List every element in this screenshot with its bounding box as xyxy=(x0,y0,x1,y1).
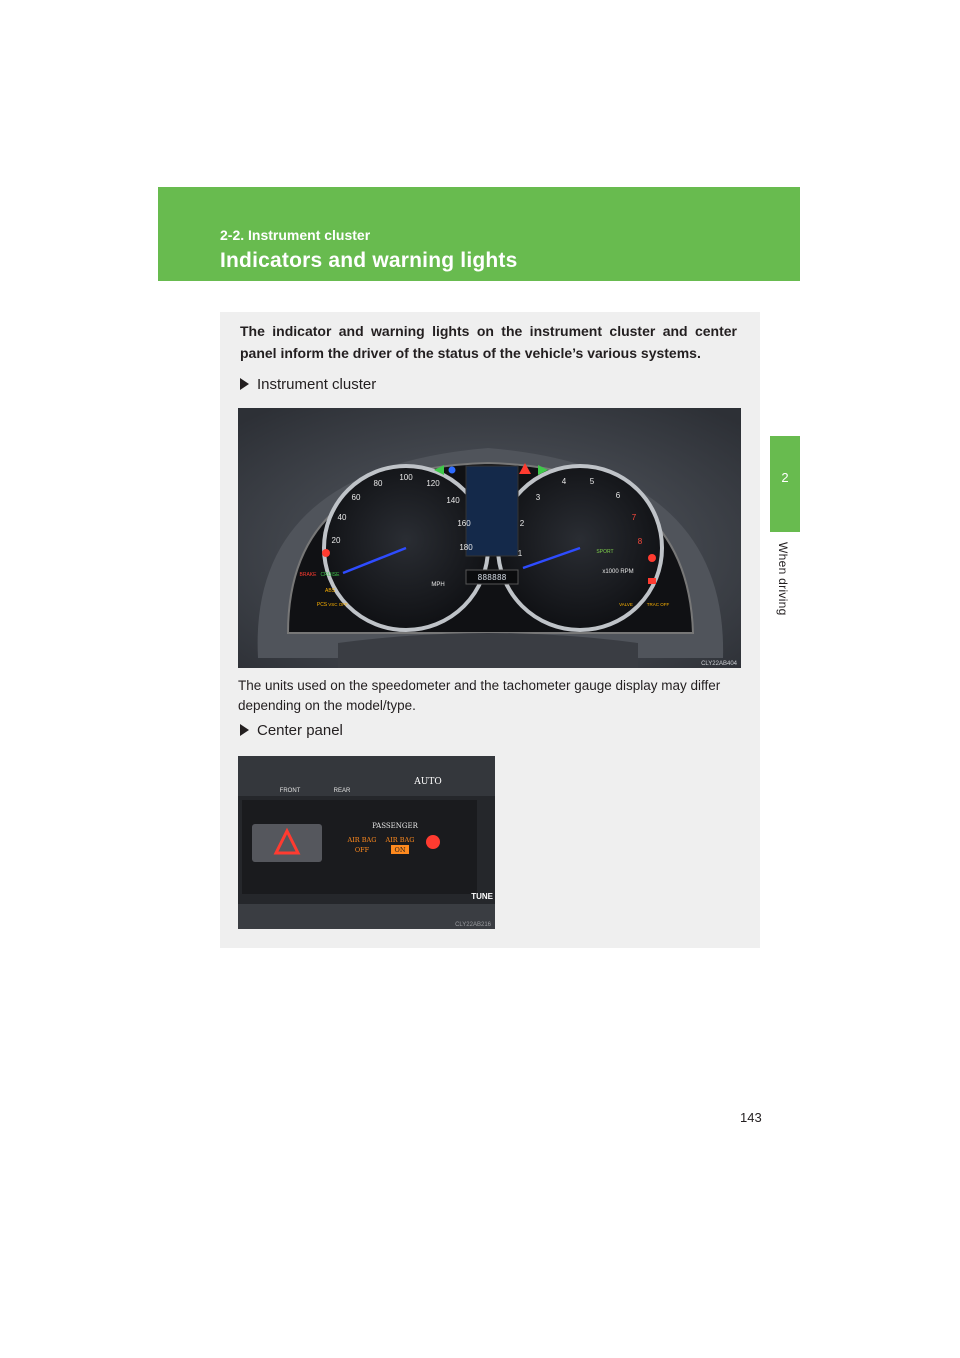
page-title: Indicators and warning lights xyxy=(220,249,518,272)
chapter-label: When driving xyxy=(776,542,790,616)
front-defrost-label: FRONT xyxy=(279,788,301,794)
tacho-tick: 8 xyxy=(637,537,643,546)
chapter-number: 2 xyxy=(781,470,789,485)
bullet-center-panel xyxy=(240,722,343,739)
abs-light: ABS xyxy=(324,588,336,594)
center-panel-image xyxy=(238,756,495,929)
content-panel xyxy=(220,312,760,948)
speedo-tick: 180 xyxy=(459,543,473,552)
tune-label: TUNE xyxy=(471,892,493,901)
airbag-off-indicator: OFF xyxy=(354,846,370,854)
image-code: CLY22AB216 xyxy=(455,922,491,928)
speedo-tick: 80 xyxy=(373,479,383,488)
speedo-tick: 140 xyxy=(446,496,460,505)
rear-defrost-label: REAR xyxy=(333,788,351,794)
speedo-tick: 40 xyxy=(337,513,347,522)
trac-off-light: TRAC OFF xyxy=(646,602,670,607)
bullet-arrow-icon xyxy=(240,378,249,390)
airbag-on-label: AIR BAG xyxy=(385,836,415,844)
bullet-instrument-cluster xyxy=(240,376,376,393)
airbag-warning-icon xyxy=(648,554,656,562)
speedo-tick: 160 xyxy=(457,519,471,528)
brake-light: BRAKE xyxy=(299,572,317,578)
cruise-light: CRUISE xyxy=(320,572,340,578)
image-code: CLY22AB404 xyxy=(701,661,737,667)
bullet-arrow-icon xyxy=(240,724,249,736)
valve-light: VALVE xyxy=(619,602,633,607)
seatbelt-reminder-icon xyxy=(426,835,440,849)
tacho-tick: 7 xyxy=(631,513,637,522)
section-label: 2-2. Instrument cluster xyxy=(220,227,371,243)
speedo-tick: 60 xyxy=(351,493,361,502)
vsc-off-light: VSC OFF xyxy=(328,602,348,607)
instrument-cluster-image xyxy=(238,408,741,668)
tacho-tick: 1 xyxy=(517,549,523,558)
auto-label: AUTO xyxy=(414,777,442,787)
sport-indicator: SPORT xyxy=(596,549,614,555)
page-number: 143 xyxy=(740,1110,762,1125)
high-beam-icon xyxy=(449,467,456,474)
charging-warning-icon xyxy=(648,578,656,584)
tacho-tick: 4 xyxy=(561,477,567,486)
tacho-tick: 5 xyxy=(589,477,595,486)
units-note: The units used on the speedometer and the tachometer gauge display may differ depending on the model/type. xyxy=(238,678,721,713)
bullet-label: Center panel xyxy=(257,722,343,739)
speedo-unit: MPH xyxy=(431,582,445,588)
airbag-off-label: AIR BAG xyxy=(347,836,377,844)
speedo-tick: 20 xyxy=(331,536,341,545)
seatbelt-warning-icon xyxy=(322,549,330,557)
tacho-unit: x1000 RPM xyxy=(602,569,634,575)
odometer-readout: 888888 xyxy=(477,573,507,582)
tacho-tick: 2 xyxy=(519,519,525,528)
pcs-light: PCS xyxy=(316,602,328,608)
center-display xyxy=(466,466,518,556)
chapter-tab xyxy=(770,436,800,532)
airbag-on-indicator: ON xyxy=(394,846,406,854)
passenger-label: PASSENGER xyxy=(372,822,418,830)
speedo-tick: 120 xyxy=(426,479,440,488)
speedo-tick: 100 xyxy=(399,473,413,482)
tacho-tick: 6 xyxy=(615,491,621,500)
tacho-tick: 3 xyxy=(535,493,541,502)
bullet-label: Instrument cluster xyxy=(257,376,377,393)
intro-paragraph: The indicator and warning lights on the instrument cluster and center panel inform the driver of the status of the vehicle’s various systems. xyxy=(240,323,737,361)
section-header xyxy=(158,187,800,281)
